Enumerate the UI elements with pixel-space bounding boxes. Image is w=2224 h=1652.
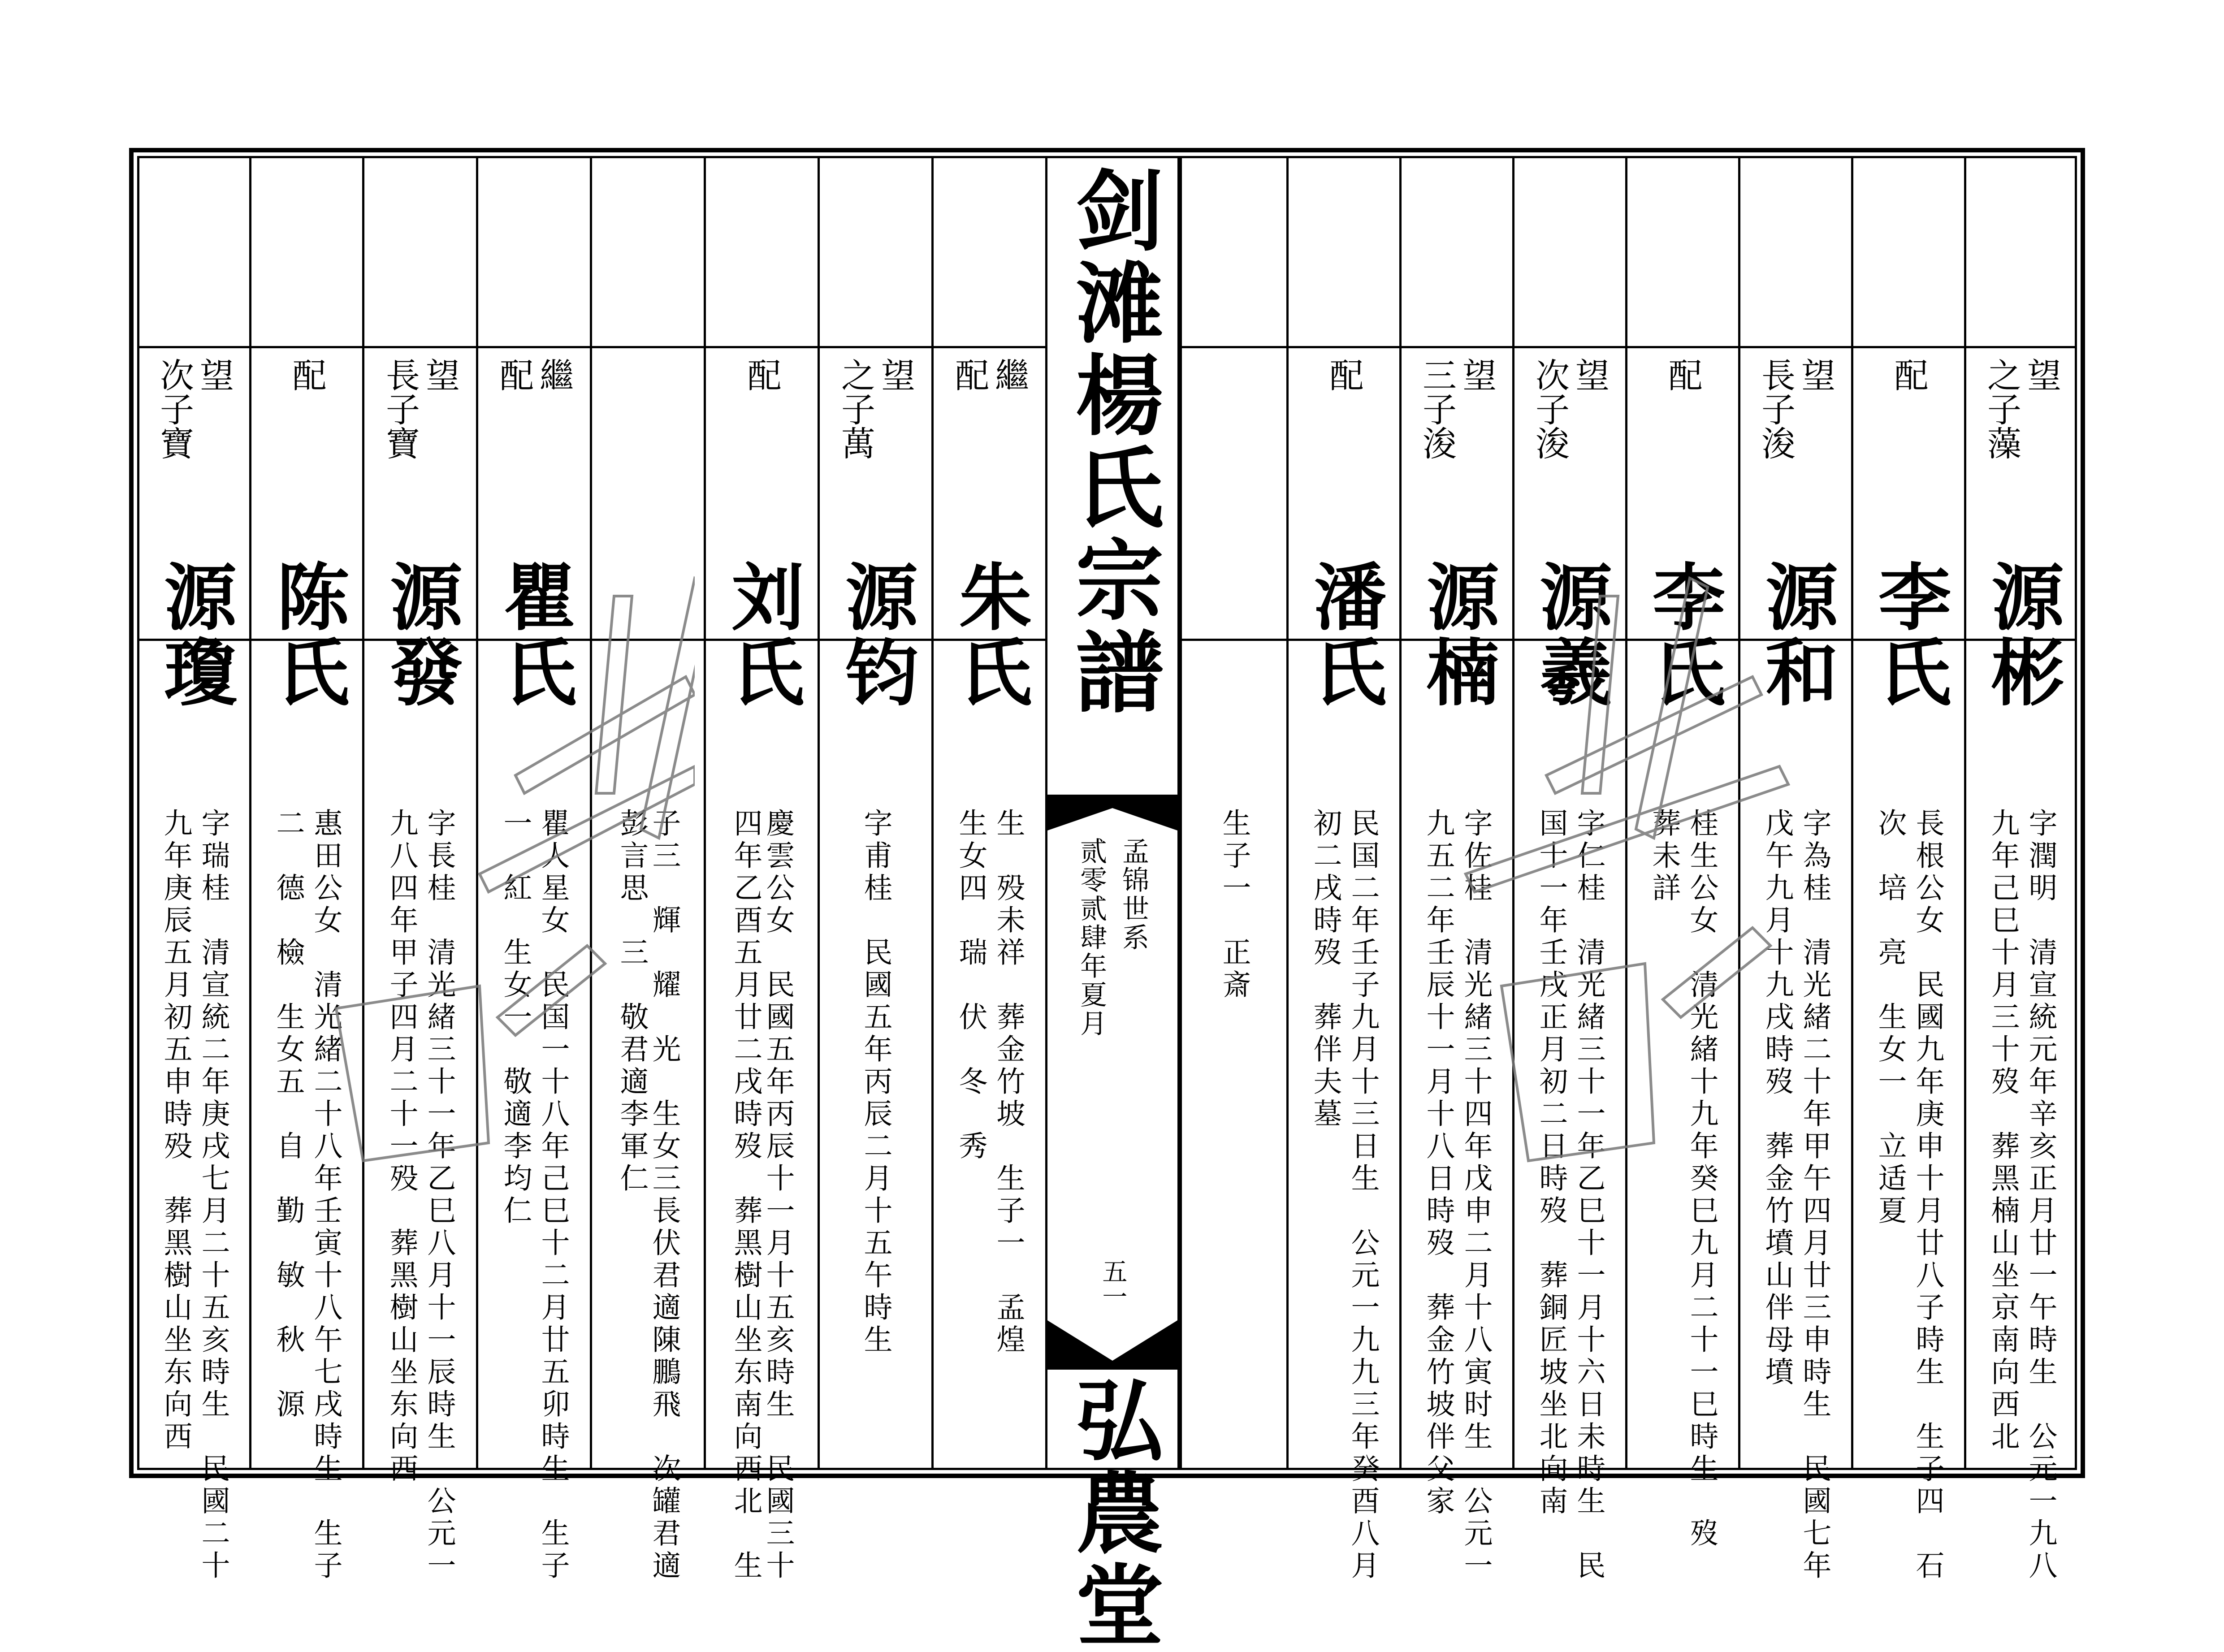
relation-line: 配 — [949, 358, 990, 392]
detail-line: 長根公女 民國九年庚申十月廿八子時生 生子四 石 — [1911, 808, 1944, 1583]
relation-line: 繼 — [534, 358, 574, 392]
person-name — [1853, 559, 1964, 710]
genealogy-column — [362, 156, 476, 1583]
detail-line: 慶雲公女 民國五年丙辰十一月十五亥時生 民國三十 — [761, 808, 795, 1583]
person-details — [1289, 808, 1399, 1583]
detail-line: 二 德 檢 生女五 自 勤 敏 秋 源 — [271, 808, 305, 1421]
relation-line: 望 — [1570, 358, 1610, 392]
detail-line: 字潤明 清宣統元年辛亥正月廿一午時生 公元一九八 — [2024, 808, 2057, 1583]
detail-line: 子三 輝 耀 光 生女三長伏君適陳鵬飛 次罐君適 — [647, 808, 681, 1583]
relation-label — [478, 358, 590, 392]
detail-line: 惠田公女 清光緒二十八年壬寅十八午七戌時生 生子 — [309, 808, 342, 1583]
genealogy-column — [1851, 156, 1964, 1583]
genealogy-column — [1180, 156, 1286, 1470]
genealogy-column — [590, 156, 704, 1583]
person-name-text: 源和 — [1753, 559, 1839, 710]
detail-line: 字瑞桂 清宣統二年庚戌七月二十五亥時生 民國二十 — [196, 808, 230, 1583]
relation-label — [1853, 358, 1964, 392]
detail-line: 九五二年壬辰十一月十八日時歿 葬金竹坡伴父家 — [1421, 808, 1455, 1518]
person-name — [364, 559, 476, 710]
person-name-text: 朱氏 — [947, 559, 1033, 710]
lineage-label: 孟锦世系 — [1118, 837, 1149, 952]
detail-line: 葬未詳 — [1647, 808, 1681, 905]
detail-line: 九年庚辰五月初五申時殁 葬黑樹山坐东向西 — [159, 808, 192, 1453]
person-name-text: 源彬 — [1979, 559, 2065, 710]
detail-line: 生女四 瑞 伏 冬 秀 — [954, 808, 987, 1163]
spine-meta — [1047, 837, 1177, 1038]
relation-label — [139, 358, 249, 460]
person-name — [478, 559, 590, 710]
relation-line: 望 — [1457, 358, 1497, 392]
genealogy-column — [1964, 156, 2077, 1583]
detail-line: 国十一年壬戌正月初二日時歿 葬銅匠坡坐北向南 — [1534, 808, 1568, 1518]
spine-hall — [1047, 1375, 1177, 1652]
relation-label — [1402, 358, 1512, 460]
relation-line: 長子寶 — [380, 358, 420, 460]
relation-line: 望 — [875, 358, 916, 392]
person-details — [706, 808, 818, 1583]
person-details — [1740, 808, 1851, 1583]
detail-line: 九年己巳十月三十歿 葬黑楠山坐京南向西北 — [1986, 808, 2020, 1453]
relation-label — [1966, 358, 2077, 460]
genealogy-column — [931, 156, 1045, 1470]
relation-line: 望 — [2021, 358, 2062, 392]
relation-line: 次子寶 — [154, 358, 195, 460]
relation-line: 配 — [287, 358, 327, 392]
genealogy-column — [1399, 156, 1512, 1583]
genealogy-column — [249, 156, 362, 1583]
person-details — [139, 808, 249, 1583]
detail-line: 字長桂 清光緒三十一年乙巳八月十一辰時生 公元一 — [422, 808, 456, 1583]
relation-label — [364, 358, 476, 460]
person-name — [706, 559, 818, 710]
genealogy-column — [476, 156, 590, 1583]
person-name — [1402, 559, 1512, 710]
detail-line: 生子一 正斎 — [1217, 808, 1251, 1002]
relation-line: 繼 — [989, 358, 1030, 392]
person-details — [1514, 808, 1625, 1583]
genealogy-column — [1738, 156, 1851, 1583]
relation-line: 望 — [194, 358, 234, 392]
person-name-text: 源楠 — [1415, 559, 1500, 710]
genealogy-column — [1286, 156, 1399, 1583]
relation-line: 配 — [494, 358, 534, 392]
detail-line: 字仁桂 清光緒三十一年乙巳十一月十六日未時生 民 — [1572, 808, 1605, 1583]
relation-line: 配 — [1889, 358, 1929, 392]
person-details — [934, 808, 1045, 1470]
relation-line: 配 — [1663, 358, 1703, 392]
detail-line: 一 紅 生女一 敬適李均仁 — [498, 808, 532, 1228]
relation-line: 長子浚 — [1756, 358, 1796, 460]
relation-line: 配 — [1324, 358, 1364, 392]
relation-label — [1514, 358, 1625, 460]
relation-label — [1289, 358, 1399, 392]
detail-line: 次 培 亮 生女一 立适夏 — [1873, 808, 1907, 1228]
detail-line: 字為桂 清光緒二十年甲午四月廿三申時生 民國七年 — [1798, 808, 1831, 1583]
genealogy-column — [1625, 156, 1738, 1550]
relation-label — [706, 358, 818, 392]
page-number — [1047, 1258, 1177, 1309]
person-name-text: 源钧 — [833, 559, 919, 710]
person-name — [1627, 559, 1738, 710]
relation-label — [820, 358, 931, 460]
person-name-text: 潘氏 — [1302, 559, 1387, 710]
detail-line: 九八四年甲子四月二十一殁 葬黑樹山坐东向西 — [385, 808, 418, 1486]
person-details — [1182, 808, 1286, 1470]
detail-line: 四年乙酉五月廿二戌時歿 葬黑樹山坐东南向西北 生 — [729, 808, 762, 1583]
relation-label — [1627, 358, 1738, 392]
fishtail-bottom-icon — [1047, 1320, 1177, 1370]
detail-line: 民国二年壬子九月十三日生 公元一九九三年癸酉八月 — [1346, 808, 1380, 1583]
person-name — [1289, 559, 1399, 710]
person-details — [478, 808, 590, 1583]
person-name — [1740, 559, 1851, 710]
date-label: 贰零贰肆年夏月 — [1076, 837, 1107, 1038]
detail-line: 瞿人星女 民国一十八年己巳十二月廿五卯時生 生子 — [536, 808, 570, 1583]
spine-title — [1047, 165, 1177, 719]
person-name-text: 源發 — [378, 559, 463, 710]
spine-hall-text: 弘農堂 — [1061, 1375, 1164, 1652]
person-name-text: 瞿氏 — [492, 559, 577, 710]
detail-line: 生 殁未祥 葬金竹坡 生子一 孟煌 — [991, 808, 1025, 1357]
person-details — [1853, 808, 1964, 1583]
relation-line: 次子浚 — [1530, 358, 1570, 460]
page-number-text: 五一 — [1098, 1258, 1128, 1309]
genealogy-column — [137, 156, 249, 1583]
person-name — [139, 559, 249, 710]
relation-line: 三子浚 — [1417, 358, 1457, 460]
person-name-text: 李氏 — [1866, 559, 1952, 710]
detail-line: 初二戌時歿 葬伴夫墓 — [1308, 808, 1342, 1131]
genealogy-column — [704, 156, 818, 1583]
genealogy-column — [1512, 156, 1625, 1583]
detail-line: 戊午九月十九戌時歿 葬金竹墳山伴母墳 — [1760, 808, 1794, 1389]
person-details — [251, 808, 362, 1583]
detail-line: 字甫桂 民國五年丙辰二月十五午時生 — [859, 808, 892, 1357]
person-details — [820, 808, 931, 1470]
person-name — [251, 559, 362, 710]
person-details — [1627, 808, 1738, 1550]
relation-line: 之子藻 — [1982, 358, 2022, 460]
person-name-text: 李氏 — [1640, 559, 1726, 710]
person-details — [364, 808, 476, 1583]
person-name — [820, 559, 931, 710]
relation-line: 配 — [742, 358, 782, 392]
relation-line: 望 — [1796, 358, 1836, 392]
person-name-text: 源羲 — [1527, 559, 1613, 710]
person-details — [1402, 808, 1512, 1583]
person-name-text: 陈氏 — [264, 559, 350, 710]
person-details — [1966, 808, 2077, 1583]
relation-label — [1740, 358, 1851, 460]
detail-line: 桂生公女 清光緒十九年癸巳九月二十一巳時生 歿 — [1685, 808, 1718, 1550]
person-name-text: 源瓊 — [152, 559, 238, 710]
spine — [1045, 156, 1180, 1652]
person-details — [592, 808, 704, 1583]
person-name — [1966, 559, 2077, 710]
person-name-text: 刘氏 — [719, 559, 805, 710]
fishtail-top-icon — [1047, 795, 1177, 835]
relation-line: 之子萬 — [835, 358, 876, 460]
detail-line: 彭言思 三 敬君適李軍仁 — [615, 808, 649, 1195]
person-name — [1514, 559, 1625, 710]
genealogy-column — [818, 156, 931, 1470]
relation-label — [934, 358, 1045, 392]
relation-label — [251, 358, 362, 392]
relation-line: 望 — [420, 358, 460, 392]
spine-title-text: 剑滩楊氏宗譜 — [1061, 165, 1164, 719]
person-name — [934, 559, 1045, 710]
detail-line: 字佐桂 清光緒三十四年戊申二月十八寅时生 公元一 — [1459, 808, 1493, 1583]
